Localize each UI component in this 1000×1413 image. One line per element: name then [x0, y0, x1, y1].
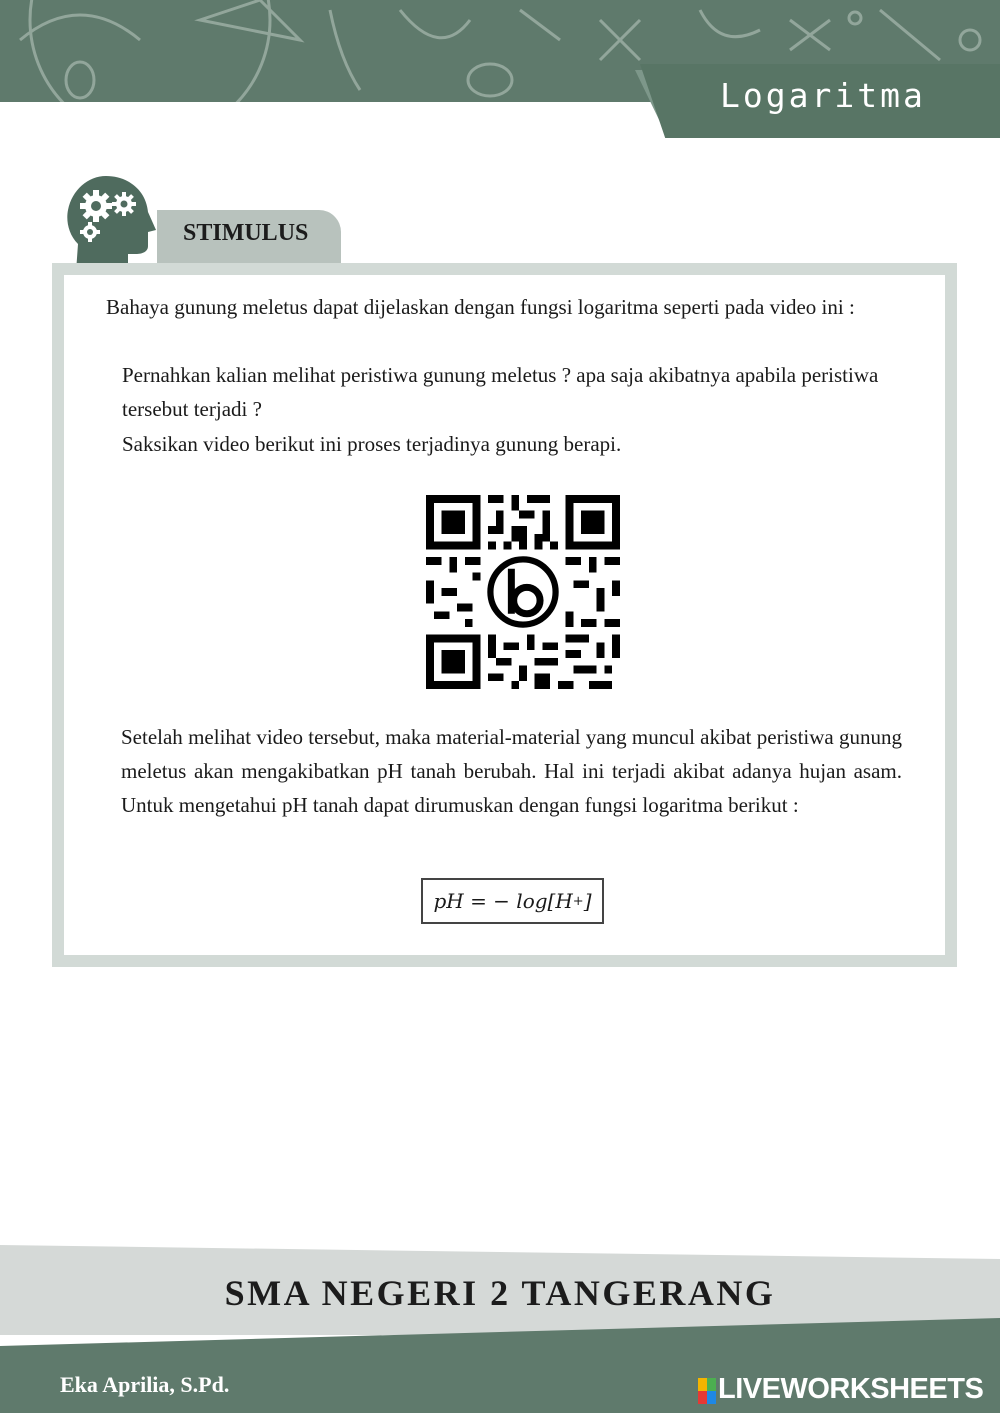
- stimulus-label: STIMULUS: [183, 220, 309, 246]
- liveworksheets-watermark[interactable]: LIVEWORKSHEETS: [718, 1373, 984, 1405]
- school-name: SMA NEGERI 2 TANGERANG: [224, 1273, 776, 1313]
- after-video-text: Setelah melihat video tersebut, maka material-material yang muncul akibat peristiwa gunung meletus akan mengakibatkan pH tanah berubah. Hal ini terjadi akibat adanya hujan asam. Untuk mengetahui pH tanah dapat dirumuskan dengan fungsi logaritma berikut :: [121, 725, 902, 817]
- question-text: Pernahkan kalian melihat peristiwa gunung meletus ? apa saja akibatnya apabila peristiwa tersebut terjadi ?: [122, 363, 879, 421]
- formula-superscript: +: [572, 893, 584, 909]
- ph-formula: [421, 878, 604, 924]
- author-name: Eka Aprilia, S.Pd.: [60, 1372, 230, 1397]
- formula-lhs: pH = − log[H: [433, 889, 573, 913]
- qr-code-icon[interactable]: [426, 495, 620, 689]
- liveworksheets-logo-icon: [698, 1378, 716, 1404]
- page-title: Logaritma: [720, 76, 926, 115]
- head-gears-icon: [66, 174, 158, 272]
- watch-video-text: Saksikan video berikut ini proses terjadinya gunung berapi.: [122, 432, 622, 456]
- intro-text: Bahaya gunung meletus dapat dijelaskan dengan fungsi logaritma seperti pada video ini :: [106, 295, 855, 319]
- formula-rhs: ]: [583, 889, 592, 913]
